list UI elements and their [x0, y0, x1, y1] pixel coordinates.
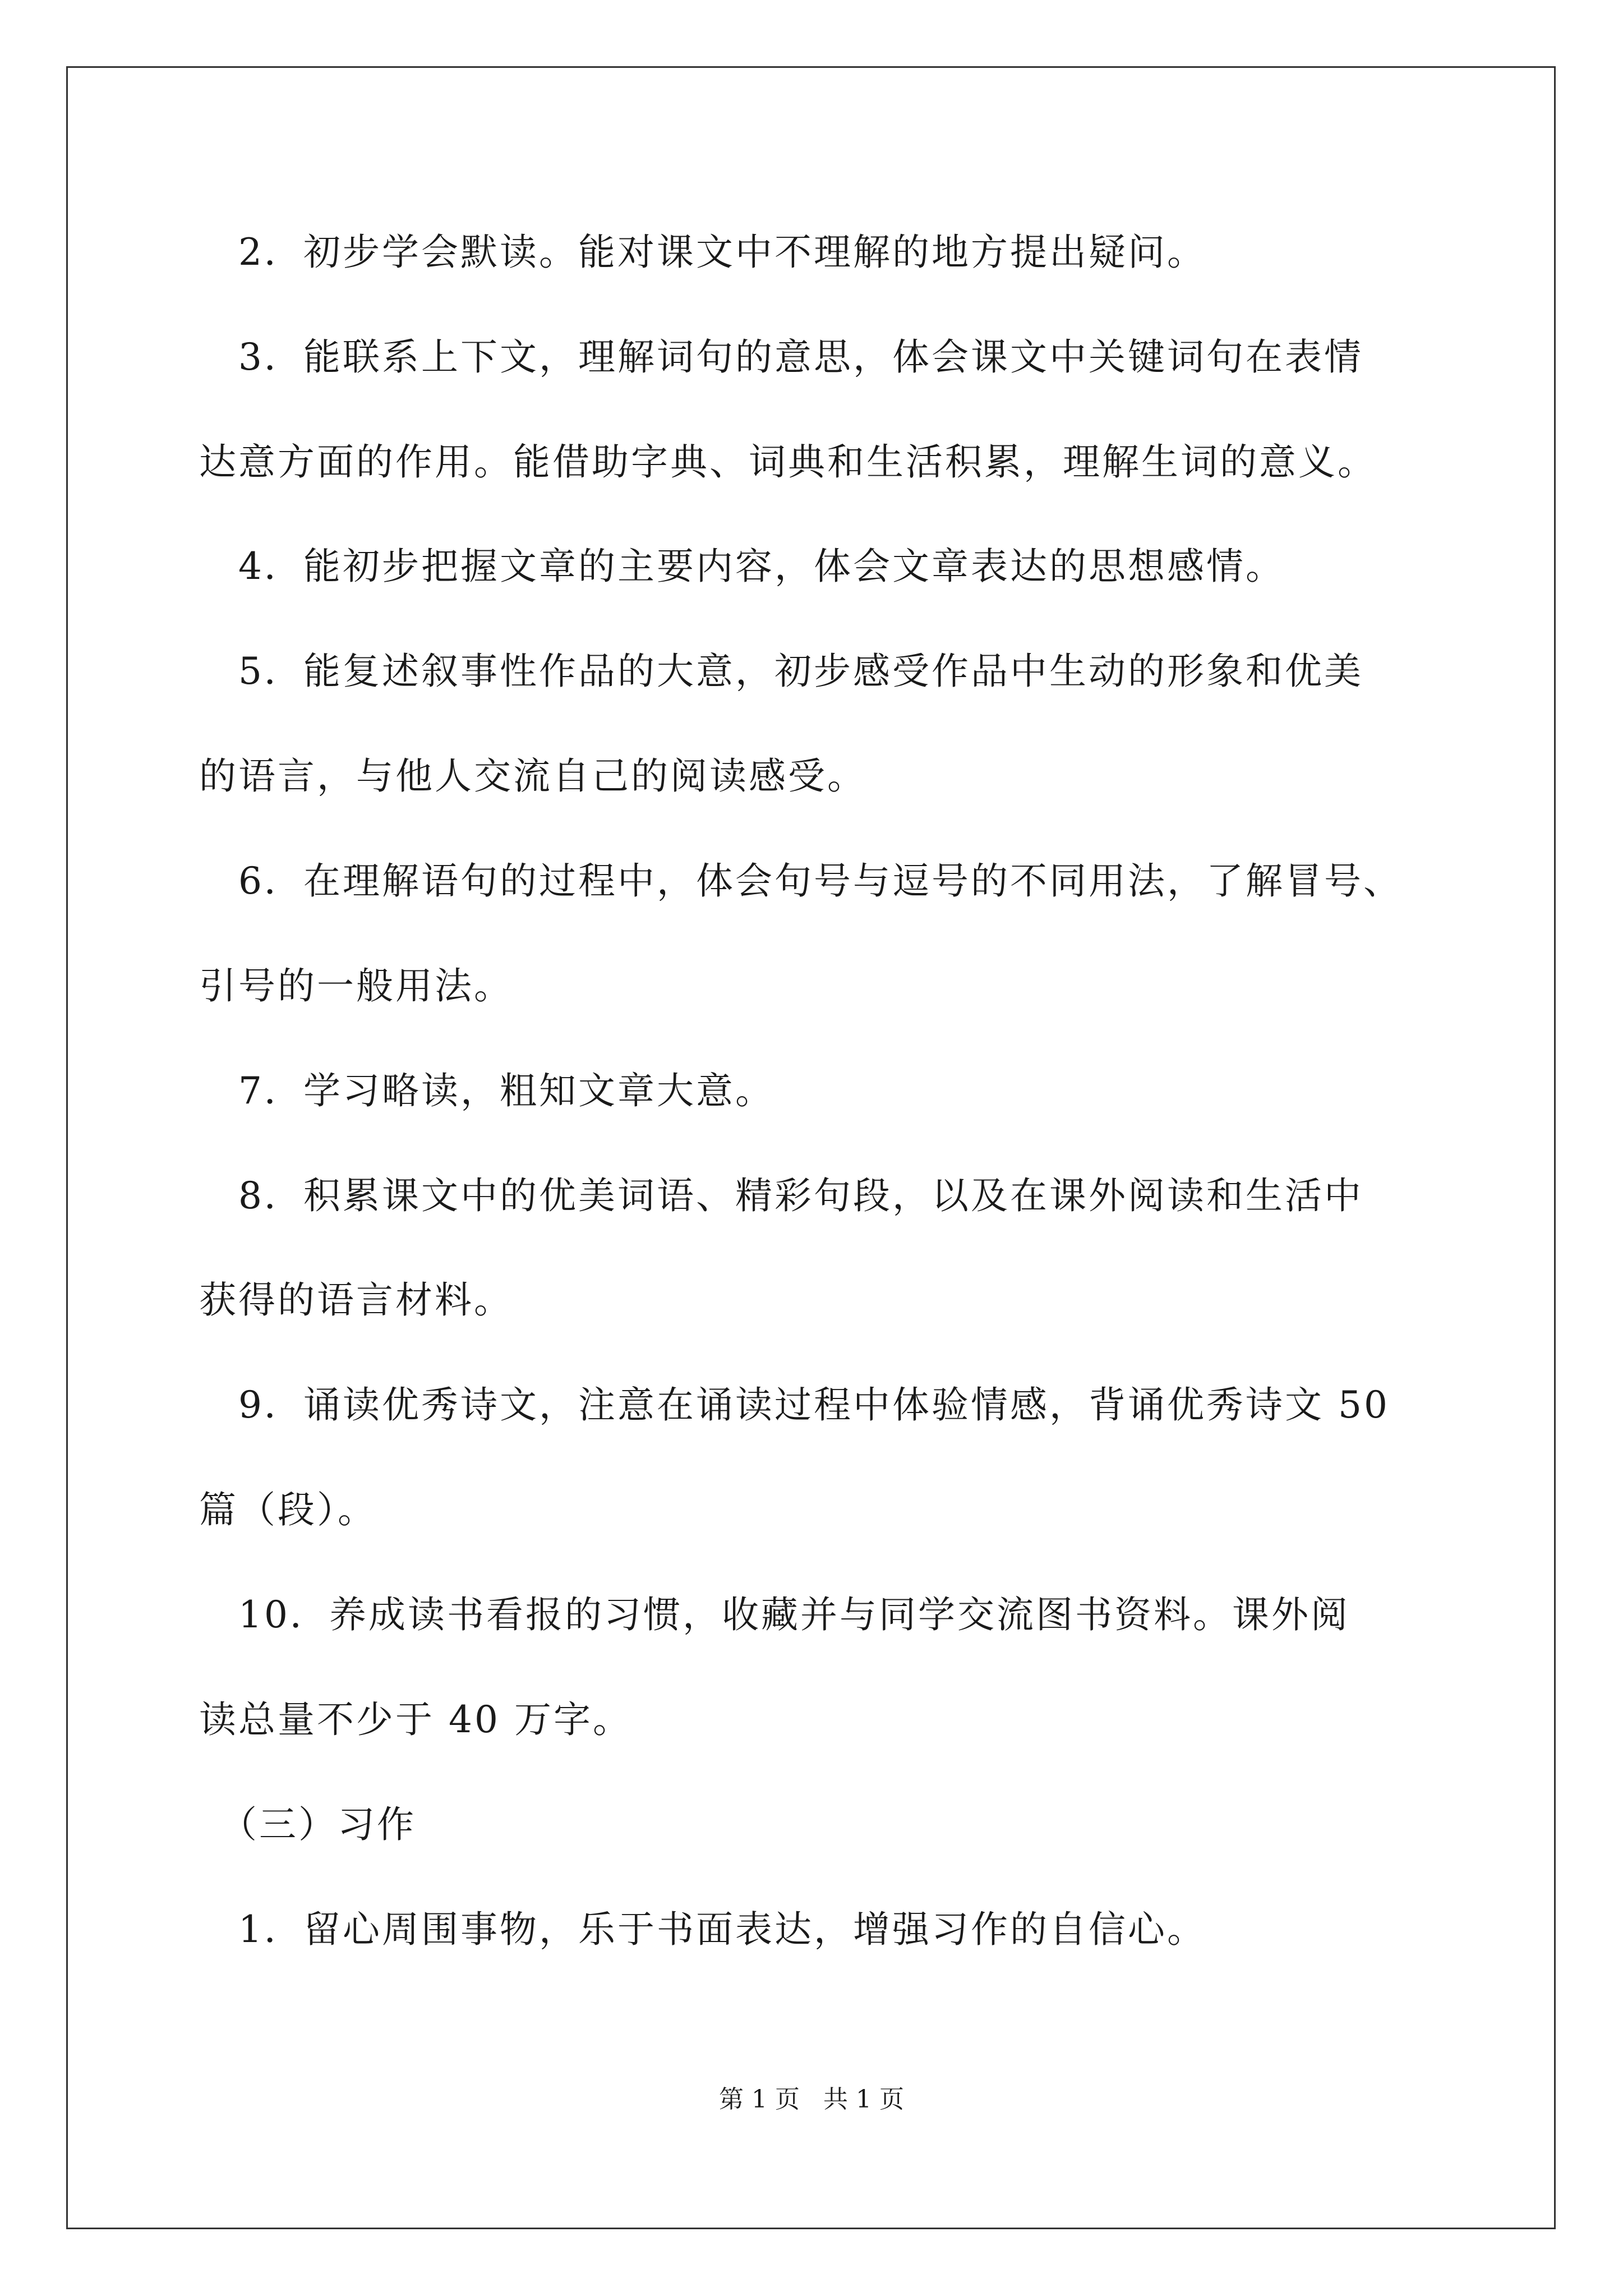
paragraph-line: 引号的一般用法。 — [199, 964, 513, 1007]
section-heading: （三）习作 — [199, 1803, 416, 1846]
paragraph-line: 5．能复述叙事性作品的大意，初步感受作品中生动的形象和优美 — [199, 650, 1363, 693]
paragraph-line: 9．诵读优秀诗文，注意在诵读过程中体验情感，背诵优秀诗文 50 — [199, 1383, 1390, 1427]
paragraph-line: 10．养成读书看报的习惯，收藏并与同学交流图书资料。课外阅 — [199, 1593, 1350, 1636]
paragraph-line: 获得的语言材料。 — [199, 1278, 513, 1322]
paragraph-line: 2．初步学会默读。能对课文中不理解的地方提出疑问。 — [199, 231, 1206, 274]
paragraph-line: 达意方面的作用。能借助字典、词典和生活积累，理解生词的意义。 — [199, 440, 1377, 484]
paragraph-line: 的语言，与他人交流自己的阅读感受。 — [199, 754, 866, 798]
paragraph-line: 读总量不少于 40 万字。 — [199, 1698, 632, 1741]
paragraph-line: 8．积累课文中的优美词语、精彩句段，以及在课外阅读和生活中 — [199, 1174, 1363, 1217]
page-border — [66, 66, 1556, 2229]
paragraph-line: 7．学习略读，粗知文章大意。 — [199, 1069, 774, 1112]
page-footer: 第 1 页 共 1 页 — [719, 2085, 904, 2114]
paragraph-line: 1．留心周围事物，乐于书面表达，增强习作的自信心。 — [199, 1908, 1206, 1951]
paragraph-line: 3．能联系上下文，理解词句的意思，体会课文中关键词句在表情 — [199, 335, 1363, 379]
paragraph-line: 6．在理解语句的过程中，体会句号与逗号的不同用法，了解冒号、 — [199, 859, 1403, 903]
paragraph-line: 篇（段）。 — [199, 1488, 377, 1531]
paragraph-line: 4．能初步把握文章的主要内容，体会文章表达的思想感情。 — [199, 545, 1285, 588]
